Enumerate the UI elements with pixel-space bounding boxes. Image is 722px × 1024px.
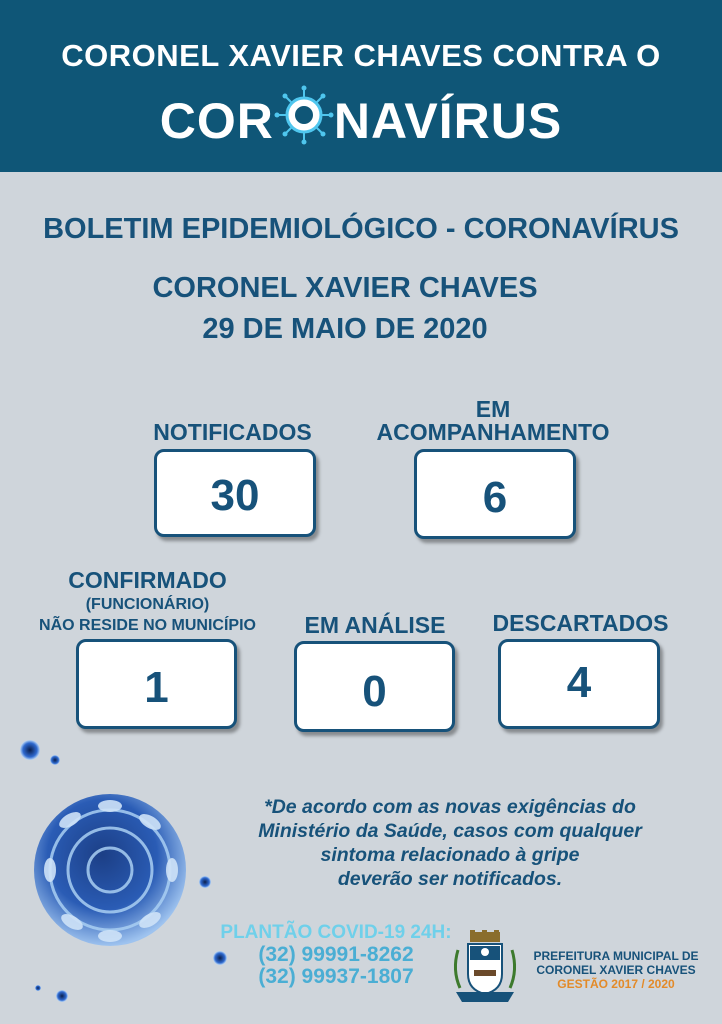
notice-line2: Ministério da Saúde, casos com qualquer bbox=[258, 820, 642, 842]
virus-icon bbox=[274, 85, 334, 145]
confirmado-box bbox=[76, 639, 237, 729]
confirmado-value: 1 bbox=[144, 663, 169, 712]
brand-right-text: NAVÍRUS bbox=[333, 92, 563, 149]
virus-illustration-icon bbox=[0, 730, 230, 1024]
header-title: CORONEL XAVIER CHAVES CONTRA O bbox=[61, 38, 661, 73]
descartados-value: 4 bbox=[566, 658, 592, 707]
em-analise-label: EM ANÁLISE bbox=[304, 612, 446, 638]
header-banner bbox=[0, 0, 722, 172]
bulletin-city: CORONEL XAVIER CHAVES bbox=[152, 272, 538, 304]
prefeitura-line2: CORONEL XAVIER CHAVES bbox=[536, 963, 696, 977]
acompanhamento-value: 6 bbox=[482, 473, 508, 522]
confirmado-sub1: (FUNCIONÁRIO) bbox=[85, 596, 210, 613]
em-analise-value: 0 bbox=[362, 667, 387, 716]
plantao-phone-2: (32) 99937-1807 bbox=[258, 965, 414, 988]
acompanhamento-label bbox=[360, 398, 626, 444]
confirmado-sub2: NÃO RESIDE NO MUNICÍPIO bbox=[39, 617, 256, 634]
notice-line1: *De acordo com as novas exigências do bbox=[264, 796, 636, 818]
descartados-label: DESCARTADOS bbox=[492, 610, 669, 636]
brand-left-text: COR bbox=[159, 92, 274, 149]
acompanhamento-label-line1: EM bbox=[475, 396, 511, 422]
plantao-phone-1: (32) 99991-8262 bbox=[258, 943, 414, 966]
notificados-label: NOTIFICADOS bbox=[153, 419, 312, 445]
bulletin-title: BOLETIM EPIDEMIOLÓGICO - CORONAVÍRUS bbox=[43, 213, 679, 245]
notice-line3: sintoma relacionado à gripe bbox=[320, 844, 580, 866]
descartados-box bbox=[498, 639, 660, 729]
notificados-value: 30 bbox=[210, 471, 260, 520]
notificados-box bbox=[154, 449, 316, 537]
acompanhamento-label-line2: ACOMPANHAMENTO bbox=[376, 419, 610, 445]
notice-line4: deverão ser notificados. bbox=[337, 868, 563, 890]
bulletin-date: 29 DE MAIO DE 2020 bbox=[202, 313, 488, 345]
acompanhamento-box bbox=[414, 449, 576, 539]
coronavirus-logo bbox=[0, 88, 722, 158]
plantao-title: PLANTÃO COVID-19 24H: bbox=[220, 922, 452, 943]
notice-text bbox=[230, 795, 670, 891]
confirmado-label: CONFIRMADO bbox=[68, 567, 227, 593]
em-analise-box bbox=[294, 641, 455, 732]
municipal-crest-icon bbox=[448, 930, 522, 1008]
prefeitura-gestao: GESTÃO 2017 / 2020 bbox=[557, 977, 675, 991]
plantao-contacts bbox=[205, 922, 467, 988]
prefeitura-line1: PREFEITURA MUNICIPAL DE bbox=[533, 949, 699, 963]
prefeitura-signature bbox=[528, 949, 704, 991]
